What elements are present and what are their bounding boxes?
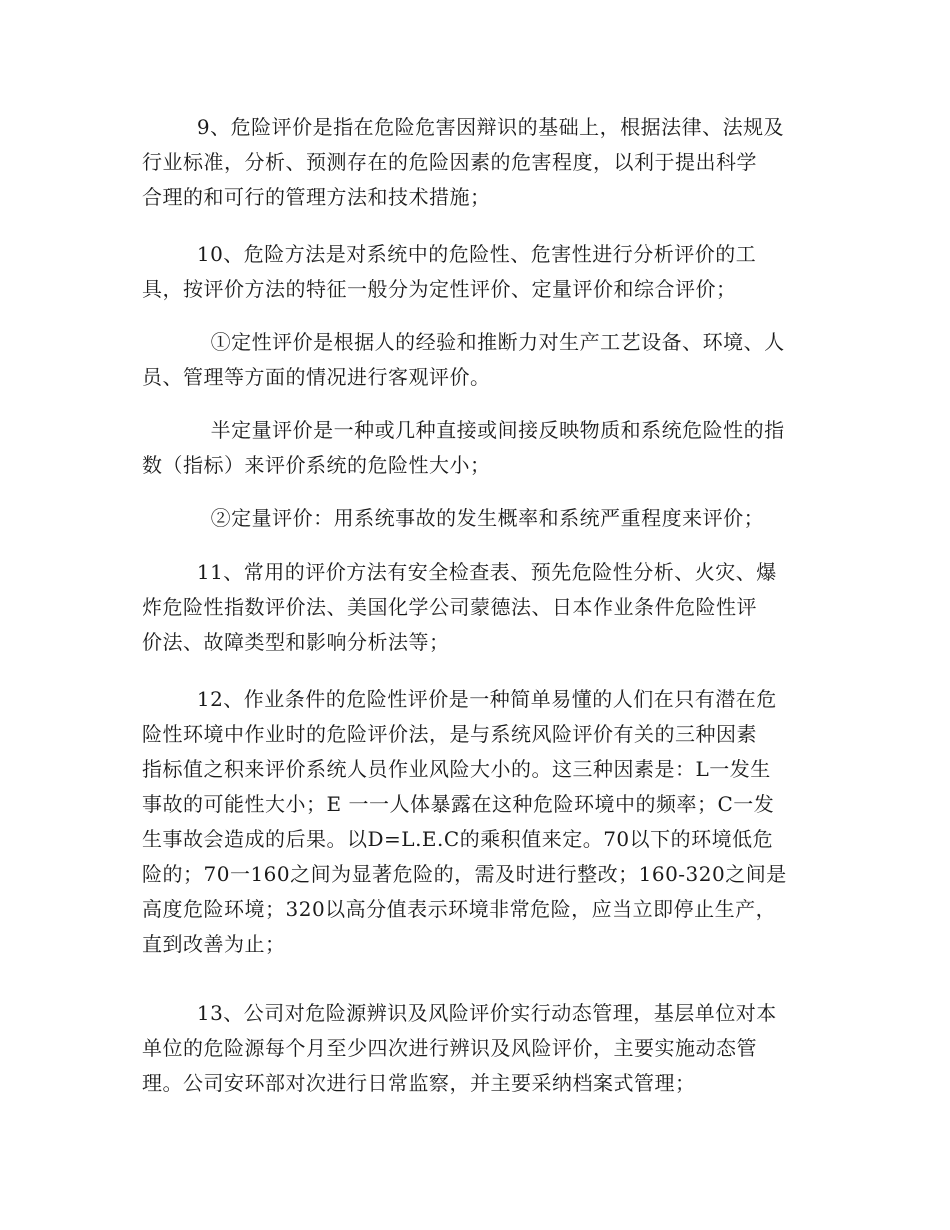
paragraph-semi-quantitative-evaluation xyxy=(142,413,814,483)
paragraph-line: 理。公司安环部对次进行日常监察，并主要采纳档案式管理； xyxy=(142,1071,696,1095)
paragraph-line: 高度危险环境；320以高分值表示环境非常危险，应当立即停止生产， xyxy=(142,897,777,921)
paragraph-line: 事故的可能性大小；E 一一人体暴露在这种危险环境中的频率；C一发 xyxy=(142,792,775,816)
paragraph-line: 指标值之积来评价系统人员作业风险大小的。这三种因素是：L一发生 xyxy=(142,757,771,781)
paragraph-line: 10、危险方法是对系统中的危险性、危害性进行分析评价的工 xyxy=(142,242,757,266)
paragraph-qualitative-evaluation xyxy=(142,325,814,395)
paragraph-line: 单位的危险源每个月至少四次进行辨识及风险评价，主要实施动态管 xyxy=(142,1036,757,1060)
paragraph-line: 9、危险评价是指在危险危害因辩识的基础上，根据法律、法规及 xyxy=(142,115,785,139)
paragraph-line: 数（指标）来评价系统的危险性大小； xyxy=(142,453,491,477)
paragraph-item-10 xyxy=(142,237,814,307)
paragraph-line: 合理的和可行的管理方法和技术措施； xyxy=(142,185,491,209)
paragraph-line: 11、常用的评价方法有安全检查表、预先危险性分析、火灾、爆 xyxy=(142,560,777,584)
paragraph-line: 具，按评价方法的特征一般分为定性评价、定量评价和综合评价； xyxy=(142,277,737,301)
paragraph-item-11 xyxy=(142,555,814,660)
paragraph-quantitative-evaluation xyxy=(142,501,814,536)
paragraph-line: 生事故会造成的后果。以D=L.E.C的乘积值来定。70以下的环境低危 xyxy=(142,827,774,851)
paragraph-line: 险性环境中作业时的危险评价法，是与系统风险评价有关的三种因素 xyxy=(142,722,757,746)
paragraph-item-12 xyxy=(142,682,814,962)
paragraph-line: 员、管理等方面的情况进行客观评价。 xyxy=(142,365,491,389)
paragraph-line: 价法、故障类型和影响分析法等； xyxy=(142,630,450,654)
paragraph-line: 险的；70一160之间为显著危险的，需及时进行整改；160-320之间是 xyxy=(142,862,787,886)
paragraph-item-13 xyxy=(142,996,814,1101)
paragraph-line: 行业标准，分析、预测存在的危险因素的危害程度，以利于提出科学 xyxy=(142,150,757,174)
paragraph-item-9 xyxy=(142,110,814,215)
paragraph-line: 炸危险性指数评价法、美国化学公司蒙德法、日本作业条件危险性评 xyxy=(142,595,757,619)
paragraph-line: 13、公司对危险源辨识及风险评价实行动态管理，基层单位对本 xyxy=(142,1001,777,1025)
paragraph-line: ①定性评价是根据人的经验和推断力对生产工艺设备、环境、人 xyxy=(142,330,785,354)
paragraph-line: 直到改善为止； xyxy=(142,932,286,956)
paragraph-line: ②定量评价：用系统事故的发生概率和系统严重程度来评价； xyxy=(142,506,765,530)
paragraph-line: 半定量评价是一种或几种直接或间接反映物质和系统危险性的指 xyxy=(142,418,785,442)
paragraph-line: 12、作业条件的危险性评价是一种简单易懂的人们在只有潜在危 xyxy=(142,687,777,711)
